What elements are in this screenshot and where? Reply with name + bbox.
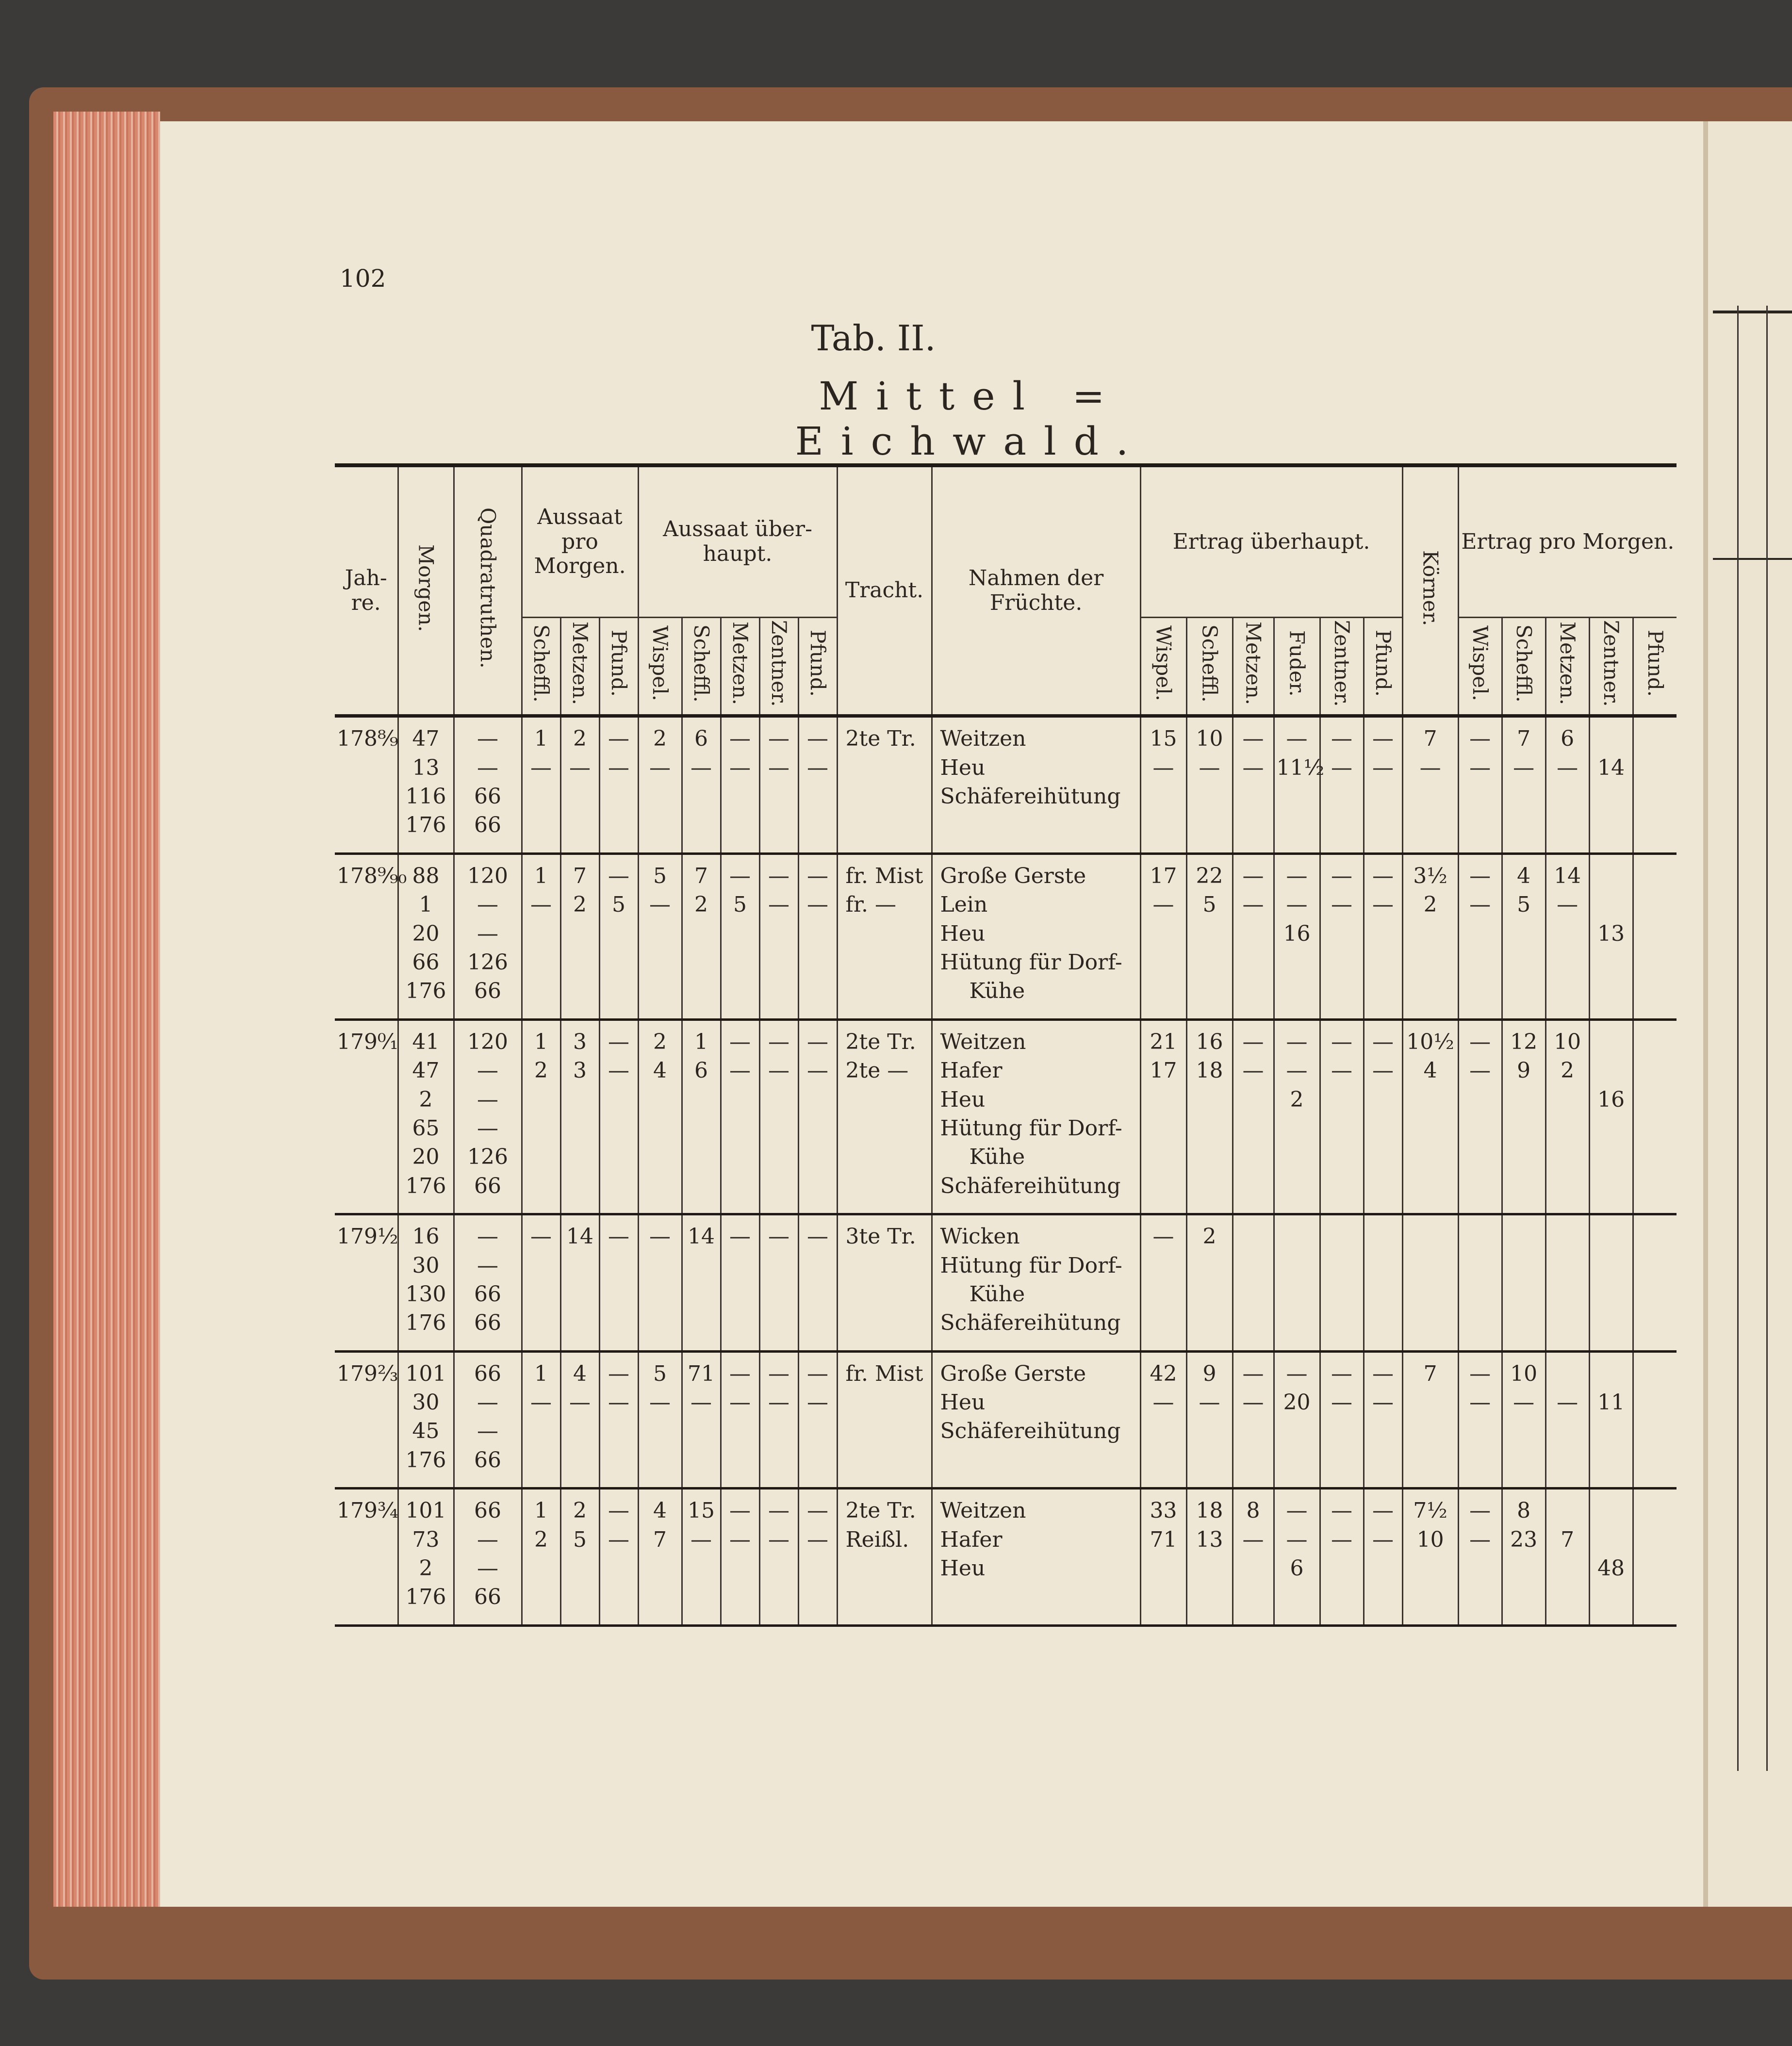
table-cell-b2: 71 — xyxy=(682,1351,721,1489)
table-cell-p4 xyxy=(1589,1214,1633,1352)
table-cell-fruechte: Große Gerste Heu Schäfereihütung xyxy=(932,1351,1140,1489)
table-cell-p2: 8 23 xyxy=(1502,1489,1545,1626)
header-sub-wispel: Wispel. xyxy=(638,618,682,716)
table-cell-e4: — — 6 xyxy=(1274,1489,1320,1626)
header-sub-metzen: Metzen. xyxy=(1545,618,1589,716)
table-cell-p1: — — xyxy=(1458,853,1502,1019)
table-cell-jahr: 178⁹⁄₉₀ xyxy=(335,853,398,1019)
table-cell-b4: — — xyxy=(759,716,798,854)
table-cell-e4 xyxy=(1274,1214,1320,1352)
table-cell-a1: 1 2 xyxy=(522,1019,560,1214)
table-cell-p1: — — xyxy=(1458,716,1502,854)
table-cell-a1: 1 — xyxy=(522,716,560,854)
table-cell-qr: 66 — — 66 xyxy=(454,1351,522,1489)
header-sub-zentner: Zentner. xyxy=(1589,618,1633,716)
header-sub-scheffel: Scheffl. xyxy=(1502,618,1545,716)
harvest-table xyxy=(335,463,1677,1627)
table-cell-tracht: 2te Tr. Reißl. xyxy=(837,1489,932,1626)
table-cell-a2: 3 3 xyxy=(560,1019,599,1214)
header-sub-fuder: Fuder. xyxy=(1274,618,1320,716)
table-cell-e2: 18 13 xyxy=(1186,1489,1233,1626)
table-cell-a2: 14 xyxy=(560,1214,599,1352)
header-nahmen: Nahmen der Früchte. xyxy=(932,465,1140,716)
table-cell-fruechte: Große Gerste Lein Heu Hütung für Dorf- Kühe xyxy=(932,853,1140,1019)
header-jahre: Jah-re. xyxy=(335,465,398,716)
table-cell-e2: 10 — xyxy=(1186,716,1233,854)
table-cell-b1: 2 — xyxy=(638,716,682,854)
table-cell-tracht: fr. Mist fr. — xyxy=(837,853,932,1019)
header-sub-zentner: Zentner. xyxy=(1320,618,1364,716)
table-cell-p2: 10 — xyxy=(1502,1351,1545,1489)
table-cell-p5 xyxy=(1633,1489,1677,1626)
table-cell-b5: — — xyxy=(798,716,837,854)
table-cell-b5: — — xyxy=(798,1019,837,1214)
table-cell-e5: — — xyxy=(1320,853,1364,1019)
table-cell-a3: — — xyxy=(599,1351,638,1489)
table-cell-b1: 5 — xyxy=(638,1351,682,1489)
header-ertrag-pro-morgen: Ertrag pro Morgen. xyxy=(1458,465,1677,618)
table-cell-e2: 2 xyxy=(1186,1214,1233,1352)
table-cell-jahr: 179⁰⁄₁ xyxy=(335,1019,398,1214)
table-cell-fruechte: Weitzen Hafer Heu xyxy=(932,1489,1140,1626)
table-cell-k xyxy=(1402,1214,1458,1352)
header-sub-zentner: Zentner. xyxy=(759,618,798,716)
table-cell-p5 xyxy=(1633,1019,1677,1214)
table-cell-a1: 1 2 xyxy=(522,1489,560,1626)
header-quadratruthen: Quadratruthen. xyxy=(454,465,522,716)
page-title: Mittel = Eichwald. xyxy=(795,374,1146,464)
table-cell-b2: 1 6 xyxy=(682,1019,721,1214)
table-cell-p4: 11 xyxy=(1589,1351,1633,1489)
header-sub-pfund: Pfund. xyxy=(1364,618,1402,716)
table-cell-tracht: 3te Tr. xyxy=(837,1214,932,1352)
table-cell-p4: 16 xyxy=(1589,1019,1633,1214)
table-cell-k: 10½ 4 xyxy=(1402,1019,1458,1214)
table-cell-morgen: 101 30 45 176 xyxy=(398,1351,454,1489)
table-cell-p2: 4 5 xyxy=(1502,853,1545,1019)
table-cell-e3 xyxy=(1233,1214,1274,1352)
table-cell-fruechte: Wicken Hütung für Dorf- Kühe Schäfereihütung xyxy=(932,1214,1140,1352)
header-ertrag-ueberhaupt: Ertrag überhaupt. xyxy=(1140,465,1402,618)
table-cell-fruechte: Weitzen Hafer Heu Hütung für Dorf- Kühe Schäfereihütung xyxy=(932,1019,1140,1214)
table-cell-b3: — xyxy=(721,1214,759,1352)
table-cell-morgen: 41 47 2 65 20 176 xyxy=(398,1019,454,1214)
table-cell-e1: 17 — xyxy=(1140,853,1186,1019)
table-cell-a2: 4 — xyxy=(560,1351,599,1489)
table-cell-tracht: 2te Tr. xyxy=(837,716,932,854)
table-cell-b5: — — xyxy=(798,853,837,1019)
table-cell-e3: — — xyxy=(1233,716,1274,854)
table-cell-e5: — — xyxy=(1320,1019,1364,1214)
header-sub-pfund: Pfund. xyxy=(1633,618,1677,716)
table-cell-e2: 9 — xyxy=(1186,1351,1233,1489)
table-cell-e1: — xyxy=(1140,1214,1186,1352)
page-number: 102 xyxy=(340,264,386,293)
table-cell-a3: — xyxy=(599,1214,638,1352)
table-cell-e5: — — xyxy=(1320,716,1364,854)
table-cell-p3: 6 — xyxy=(1545,716,1589,854)
table-cell-e5: — — xyxy=(1320,1351,1364,1489)
table-cell-e6: — — xyxy=(1364,716,1402,854)
table-cell-p1: — — xyxy=(1458,1489,1502,1626)
table-cell-k: 3½ 2 xyxy=(1402,853,1458,1019)
table-cell-p5 xyxy=(1633,853,1677,1019)
table-cell-p3 xyxy=(1545,1214,1589,1352)
table-cell-p2: 7 — xyxy=(1502,716,1545,854)
table-cell-jahr: 178⁸⁄₉ xyxy=(335,716,398,854)
table-cell-b2: 6 — xyxy=(682,716,721,854)
table-cell-b3: — 5 xyxy=(721,853,759,1019)
table-cell-e3: 8 — xyxy=(1233,1489,1274,1626)
table-cell-p4: 13 xyxy=(1589,853,1633,1019)
header-morgen: Morgen. xyxy=(398,465,454,716)
table-cell-k: 7 xyxy=(1402,1351,1458,1489)
header-sub-pfund: Pfund. xyxy=(599,618,638,716)
table-cell-a1: 1 — xyxy=(522,1351,560,1489)
table-cell-p1 xyxy=(1458,1214,1502,1352)
table-cell-e1: 33 71 xyxy=(1140,1489,1186,1626)
table-row xyxy=(335,716,1677,854)
table-cell-qr: 120 — — 126 66 xyxy=(454,853,522,1019)
table-cell-b3: — — xyxy=(721,1489,759,1626)
header-sub-metzen: Metzen. xyxy=(560,618,599,716)
table-cell-morgen: 47 13 116 176 xyxy=(398,716,454,854)
table-cell-k: 7 — xyxy=(1402,716,1458,854)
table-cell-e6: — — xyxy=(1364,853,1402,1019)
table-cell-a3: — 5 xyxy=(599,853,638,1019)
table-cell-e3: — — xyxy=(1233,853,1274,1019)
table-cell-b3: — — xyxy=(721,1351,759,1489)
table-cell-morgen: 16 30 130 176 xyxy=(398,1214,454,1352)
table-cell-e5: — — xyxy=(1320,1489,1364,1626)
table-cell-qr: — — 66 66 xyxy=(454,1214,522,1352)
table-row xyxy=(335,1214,1677,1352)
table-cell-p5 xyxy=(1633,1214,1677,1352)
table-cell-fruechte: Weitzen Heu Schäfereihütung xyxy=(932,716,1140,854)
table-cell-p3: 14 — xyxy=(1545,853,1589,1019)
table-cell-b4: — — xyxy=(759,1489,798,1626)
table-row xyxy=(335,853,1677,1019)
table-cell-p1: — — xyxy=(1458,1019,1502,1214)
table-cell-a3: — — xyxy=(599,1019,638,1214)
table-cell-e6: — — xyxy=(1364,1489,1402,1626)
table-cell-k: 7½ 10 xyxy=(1402,1489,1458,1626)
table-cell-b2: 14 xyxy=(682,1214,721,1352)
table-cell-b2: 15 — xyxy=(682,1489,721,1626)
table-cell-a3: — — xyxy=(599,716,638,854)
table-row xyxy=(335,1019,1677,1214)
table-cell-b1: — xyxy=(638,1214,682,1352)
table-cell-e5 xyxy=(1320,1214,1364,1352)
table-cell-p5 xyxy=(1633,1351,1677,1489)
header-aussaat-pro-morgen: Aussaat pro Morgen. xyxy=(522,465,638,618)
table-number: Tab. II. xyxy=(811,318,936,359)
table-cell-b4: — — xyxy=(759,853,798,1019)
header-sub-pfund: Pfund. xyxy=(798,618,837,716)
table-cell-e4: — 11½ xyxy=(1274,716,1320,854)
table-cell-b4: — — xyxy=(759,1019,798,1214)
table-cell-e1: 15 — xyxy=(1140,716,1186,854)
table-cell-morgen: 88 1 20 66 176 xyxy=(398,853,454,1019)
table-cell-e1: 42 — xyxy=(1140,1351,1186,1489)
table-cell-b5: — — xyxy=(798,1351,837,1489)
table-cell-jahr: 179½ xyxy=(335,1214,398,1352)
table-cell-a2: 2 — xyxy=(560,716,599,854)
header-sub-scheffel: Scheffl. xyxy=(522,618,560,716)
table-row xyxy=(335,1489,1677,1626)
table-cell-qr: — — 66 66 xyxy=(454,716,522,854)
table-cell-e1: 21 17 xyxy=(1140,1019,1186,1214)
table-cell-b3: — — xyxy=(721,1019,759,1214)
table-cell-b4: — xyxy=(759,1214,798,1352)
table-cell-a1: 1 — xyxy=(522,853,560,1019)
table-cell-e6 xyxy=(1364,1214,1402,1352)
table-cell-b2: 7 2 xyxy=(682,853,721,1019)
header-koerner: Körner. xyxy=(1402,465,1458,716)
header-sub-metzen: Metzen. xyxy=(1233,618,1274,716)
table-cell-e2: 22 5 xyxy=(1186,853,1233,1019)
table-cell-e3: — — xyxy=(1233,1019,1274,1214)
table-cell-a2: 7 2 xyxy=(560,853,599,1019)
header-sub-metzen: Metzen. xyxy=(721,618,759,716)
table-cell-b3: — — xyxy=(721,716,759,854)
table-cell-b1: 4 7 xyxy=(638,1489,682,1626)
table-cell-e3: — — xyxy=(1233,1351,1274,1489)
table-cell-a3: — — xyxy=(599,1489,638,1626)
table-cell-p5 xyxy=(1633,716,1677,854)
table-row xyxy=(335,1351,1677,1489)
table-cell-p3: 10 2 xyxy=(1545,1019,1589,1214)
table-cell-p4: 14 xyxy=(1589,716,1633,854)
table-cell-b5: — — xyxy=(798,1489,837,1626)
table-cell-b5: — xyxy=(798,1214,837,1352)
table-cell-qr: 120 — — — 126 66 xyxy=(454,1019,522,1214)
table-cell-e4: — 20 xyxy=(1274,1351,1320,1489)
table-cell-p2 xyxy=(1502,1214,1545,1352)
table-cell-e4: — — 16 xyxy=(1274,853,1320,1019)
table-cell-p3: 7 xyxy=(1545,1489,1589,1626)
table-cell-p4: 48 xyxy=(1589,1489,1633,1626)
table-cell-jahr: 179²⁄₃ xyxy=(335,1351,398,1489)
page-edges xyxy=(53,112,160,1907)
header-sub-wispel: Wispel. xyxy=(1458,618,1502,716)
table-cell-e4: — — 2 xyxy=(1274,1019,1320,1214)
table-cell-p1: — — xyxy=(1458,1351,1502,1489)
table-cell-tracht: fr. Mist xyxy=(837,1351,932,1489)
table-cell-morgen: 101 73 2 176 xyxy=(398,1489,454,1626)
table-cell-e6: — — xyxy=(1364,1351,1402,1489)
header-sub-wispel: Wispel. xyxy=(1140,618,1186,716)
table-cell-p3: — xyxy=(1545,1351,1589,1489)
table-cell-p2: 12 9 xyxy=(1502,1019,1545,1214)
next-page-fragment xyxy=(1703,121,1792,1907)
table-cell-b4: — — xyxy=(759,1351,798,1489)
table-cell-e6: — — xyxy=(1364,1019,1402,1214)
header-sub-scheffel: Scheffl. xyxy=(1186,618,1233,716)
table-cell-qr: 66 — — 66 xyxy=(454,1489,522,1626)
table-cell-tracht: 2te Tr. 2te — xyxy=(837,1019,932,1214)
table-cell-b1: 2 4 xyxy=(638,1019,682,1214)
table-cell-a2: 2 5 xyxy=(560,1489,599,1626)
table-cell-b1: 5 — xyxy=(638,853,682,1019)
table-cell-jahr: 179¾ xyxy=(335,1489,398,1626)
header-sub-scheffel: Scheffl. xyxy=(682,618,721,716)
header-tracht: Tracht. xyxy=(837,465,932,716)
table-cell-e2: 16 18 xyxy=(1186,1019,1233,1214)
table-cell-a1: — xyxy=(522,1214,560,1352)
header-aussaat-ueberhaupt: Aussaat über-haupt. xyxy=(638,465,837,618)
